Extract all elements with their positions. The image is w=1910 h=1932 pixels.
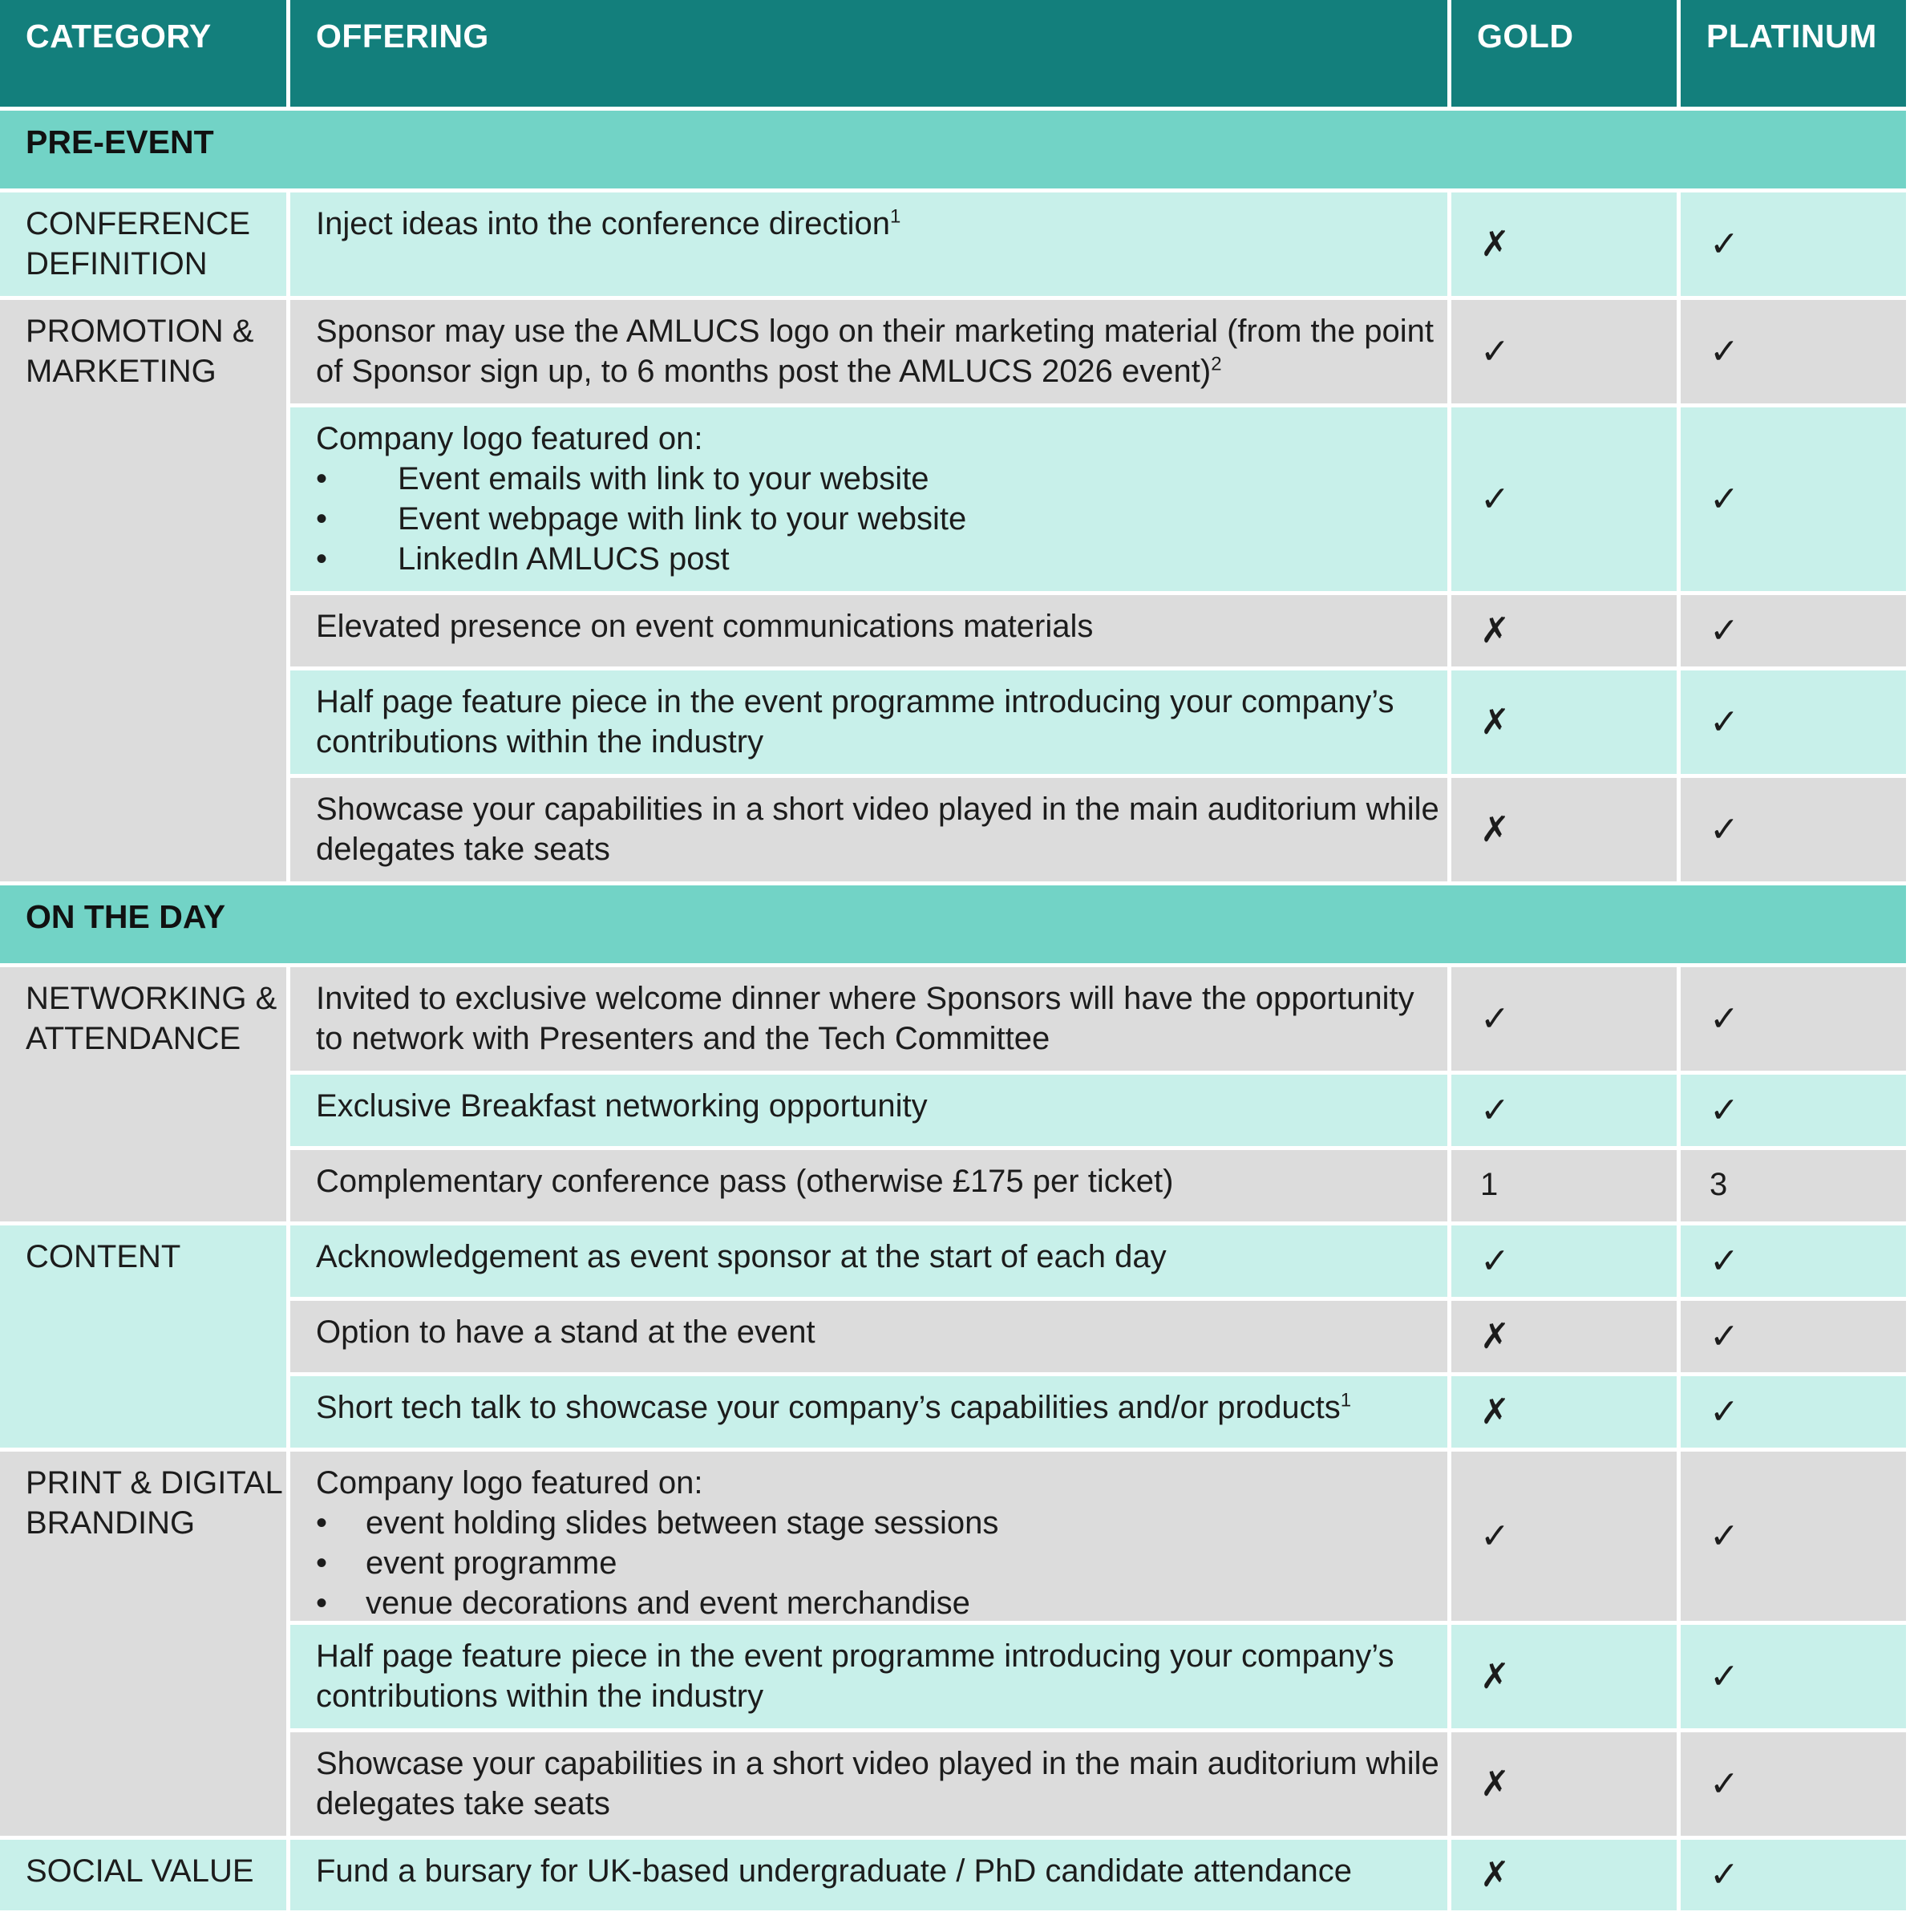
offering-cell	[290, 1150, 1451, 1225]
gold-cross-icon: ✗	[1451, 1840, 1681, 1914]
gold-check-icon: ✓	[1451, 1225, 1681, 1301]
gold-cross-icon: ✗	[1451, 192, 1681, 300]
header-offering: OFFERING	[290, 0, 1451, 111]
bullet-item: • event programme	[316, 1543, 1447, 1583]
offering-text: Complementary conference pass (otherwise £175 per ticket)	[316, 1164, 1174, 1199]
category-networking-attendance: NETWORKING & ATTENDANCE	[0, 967, 290, 1225]
platinum-check-icon: ✓	[1681, 967, 1910, 1075]
offering-text: Short tech talk to showcase your company’s capabilities and/or products	[316, 1390, 1341, 1425]
offering-text: Sponsor may use the AMLUCS logo on their marketing material (from the point of Sponsor sign up, to 6 months post the AMLUCS 2026 event)	[316, 314, 1434, 389]
gold-cross-icon: ✗	[1451, 778, 1681, 885]
header-gold: GOLD	[1451, 0, 1681, 111]
gold-check-icon: ✓	[1451, 1452, 1681, 1625]
offering-text: Showcase your capabilities in a short video played in the main auditorium while delegates take seats	[316, 792, 1439, 867]
bullet-item: • Event emails with link to your website	[316, 459, 1447, 499]
offering-cell	[290, 1625, 1451, 1732]
offering-cell	[290, 1376, 1451, 1452]
bullet-list	[316, 1503, 1447, 1623]
footnote-ref: 1	[890, 205, 901, 228]
platinum-check-icon: ✓	[1681, 1301, 1910, 1376]
gold-check-icon: ✓	[1451, 1075, 1681, 1150]
offering-text: Showcase your capabilities in a short video played in the main auditorium while delegates take seats	[316, 1746, 1439, 1821]
offering-text: Option to have a stand at the event	[316, 1314, 815, 1350]
offering-text: Company logo featured on:	[316, 421, 703, 456]
category-social-value: SOCIAL VALUE	[0, 1840, 290, 1914]
section-on-the-day: ON THE DAY	[0, 885, 1910, 967]
offering-cell	[290, 778, 1451, 885]
platinum-check-icon: ✓	[1681, 1376, 1910, 1452]
platinum-check-icon: ✓	[1681, 1225, 1910, 1301]
offering-cell	[290, 967, 1451, 1075]
platinum-check-icon: ✓	[1681, 407, 1910, 595]
offering-text: Invited to exclusive welcome dinner where Sponsors will have the opportunity to network with Presenters and the Tech Committee	[316, 981, 1414, 1056]
header-platinum: PLATINUM	[1681, 0, 1910, 111]
platinum-check-icon: ✓	[1681, 1625, 1910, 1732]
bullet-item: • venue decorations and event merchandise	[316, 1583, 1447, 1623]
platinum-check-icon: ✓	[1681, 300, 1910, 407]
offering-text: Inject ideas into the conference direction	[316, 206, 890, 241]
gold-check-icon: ✓	[1451, 967, 1681, 1075]
offering-text: Exclusive Breakfast networking opportunity	[316, 1088, 928, 1124]
category-conference-definition: CONFERENCE DEFINITION	[0, 192, 290, 300]
platinum-check-icon: ✓	[1681, 1732, 1910, 1840]
offering-cell	[290, 595, 1451, 670]
platinum-check-icon: ✓	[1681, 1452, 1910, 1625]
bullet-item: • event holding slides between stage sessions	[316, 1503, 1447, 1543]
category-content: CONTENT	[0, 1225, 290, 1452]
offering-cell	[290, 192, 1451, 300]
offering-text: Half page feature piece in the event programme introducing your company’s contributions within the industry	[316, 1638, 1394, 1714]
offering-cell	[290, 670, 1451, 778]
category-promotion-marketing: PROMOTION & MARKETING	[0, 300, 290, 885]
offering-text: Fund a bursary for UK-based undergraduate / PhD candidate attendance	[316, 1853, 1352, 1889]
gold-cross-icon: ✗	[1451, 1376, 1681, 1452]
bullet-list	[316, 459, 1447, 579]
gold-check-icon: ✓	[1451, 300, 1681, 407]
gold-cross-icon: ✗	[1451, 595, 1681, 670]
platinum-check-icon: ✓	[1681, 1840, 1910, 1914]
offering-text: Acknowledgement as event sponsor at the start of each day	[316, 1239, 1167, 1274]
offering-text: Elevated presence on event communications materials	[316, 609, 1094, 644]
footnote-ref: 1	[1340, 1389, 1352, 1412]
platinum-check-icon: ✓	[1681, 1075, 1910, 1150]
offering-cell	[290, 1225, 1451, 1301]
offering-cell	[290, 407, 1451, 595]
platinum-check-icon: ✓	[1681, 778, 1910, 885]
offering-cell	[290, 1452, 1451, 1625]
bullet-item: • Event webpage with link to your website	[316, 499, 1447, 539]
platinum-check-icon: ✓	[1681, 595, 1910, 670]
offering-cell	[290, 300, 1451, 407]
bullet-item: • LinkedIn AMLUCS post	[316, 539, 1447, 579]
gold-cross-icon: ✗	[1451, 1732, 1681, 1840]
category-print-digital-branding: PRINT & DIGITAL BRANDING	[0, 1452, 290, 1840]
header-category: CATEGORY	[0, 0, 290, 111]
gold-cross-icon: ✗	[1451, 1301, 1681, 1376]
gold-cross-icon: ✗	[1451, 1625, 1681, 1732]
offering-text: Half page feature piece in the event programme introducing your company’s contributions within the industry	[316, 684, 1394, 759]
gold-pass-count: 1	[1451, 1150, 1681, 1225]
footnote-ref: 2	[1211, 353, 1222, 375]
offering-cell	[290, 1075, 1451, 1150]
offering-cell	[290, 1840, 1451, 1914]
offering-cell	[290, 1301, 1451, 1376]
offering-cell	[290, 1732, 1451, 1840]
platinum-check-icon: ✓	[1681, 192, 1910, 300]
platinum-check-icon: ✓	[1681, 670, 1910, 778]
section-pre-event: PRE-EVENT	[0, 111, 1910, 192]
gold-cross-icon: ✗	[1451, 670, 1681, 778]
platinum-pass-count: 3	[1681, 1150, 1910, 1225]
gold-check-icon: ✓	[1451, 407, 1681, 595]
offering-text: Company logo featured on:	[316, 1465, 703, 1501]
